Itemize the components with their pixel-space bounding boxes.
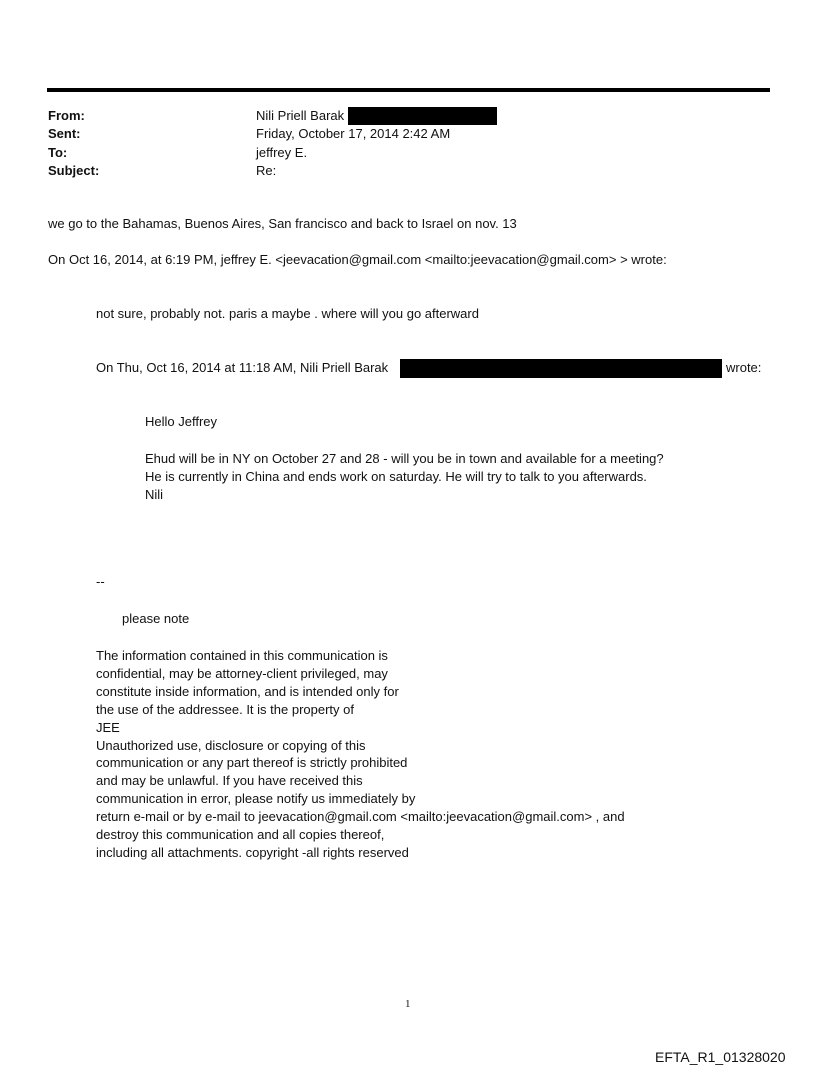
disclaimer-line: constitute inside information, and is intended only for [96,683,399,699]
quote2-wrote: wrote: [726,360,762,375]
to-value: jeffrey E. [256,145,308,160]
from-value: Nili Priell Barak [256,108,345,123]
disclaimer [96,647,625,862]
disclaimer-line: the use of the addressee. It is the property of [96,701,354,717]
redaction-box-from [348,107,497,125]
disclaimer-line: confidential, may be attorney-client privileged, may [96,665,388,681]
disclaimer-line: communication or any part thereof is strictly prohibited [96,755,408,771]
disclaimer-line: JEE [96,719,120,735]
disclaimer-line: return e-mail or by e-mail to jeevacation@gmail.com <mailto:jeevacation@gmail.com> , and [96,809,625,825]
redaction-box-email [400,359,722,378]
page-number: 1 [405,998,411,1010]
message-body [145,450,664,504]
subject-label: Subject: [48,163,100,178]
message-line: Ehud will be in NY on October 27 and 28 - will you be in town and available for a meeting? [145,451,664,466]
quote1-header: On Oct 16, 2014, at 6:19 PM, jeffrey E. <jeevacation@gmail.com <mailto:jeevacation@gmail.com> > wrote: [48,252,667,267]
message-signoff: Nili [145,486,164,502]
disclaimer-line: and may be unlawful. If you have received this [96,773,363,789]
disclaimer-line: including all attachments. copyright -all rights reserved [96,844,409,860]
quote1-text: not sure, probably not. paris a maybe . where will you go afterward [96,306,479,321]
from-label: From: [48,108,85,123]
greeting: Hello Jeffrey [145,414,218,429]
sent-label: Sent: [48,126,81,141]
disclaimer-line: Unauthorized use, disclosure or copying of this [96,737,366,753]
quote2-header: On Thu, Oct 16, 2014 at 11:18 AM, Nili Priell Barak [96,360,389,375]
please-note: please note [122,611,190,626]
bates-number: EFTA_R1_01328020 [655,1049,786,1065]
header-rule [47,88,770,92]
subject-value: Re: [256,163,277,178]
sent-value: Friday, October 17, 2014 2:42 AM [256,126,451,141]
reply-line: we go to the Bahamas, Buenos Aires, San francisco and back to Israel on nov. 13 [48,216,517,231]
disclaimer-line: The information contained in this communication is [96,648,388,663]
to-label: To: [48,145,68,160]
disclaimer-line: communication in error, please notify us immediately by [96,791,416,807]
signature-separator: -- [96,574,105,589]
disclaimer-line: destroy this communication and all copies thereof, [96,827,385,843]
message-line: He is currently in China and ends work on saturday. He will try to talk to you afterwards. [145,468,647,484]
